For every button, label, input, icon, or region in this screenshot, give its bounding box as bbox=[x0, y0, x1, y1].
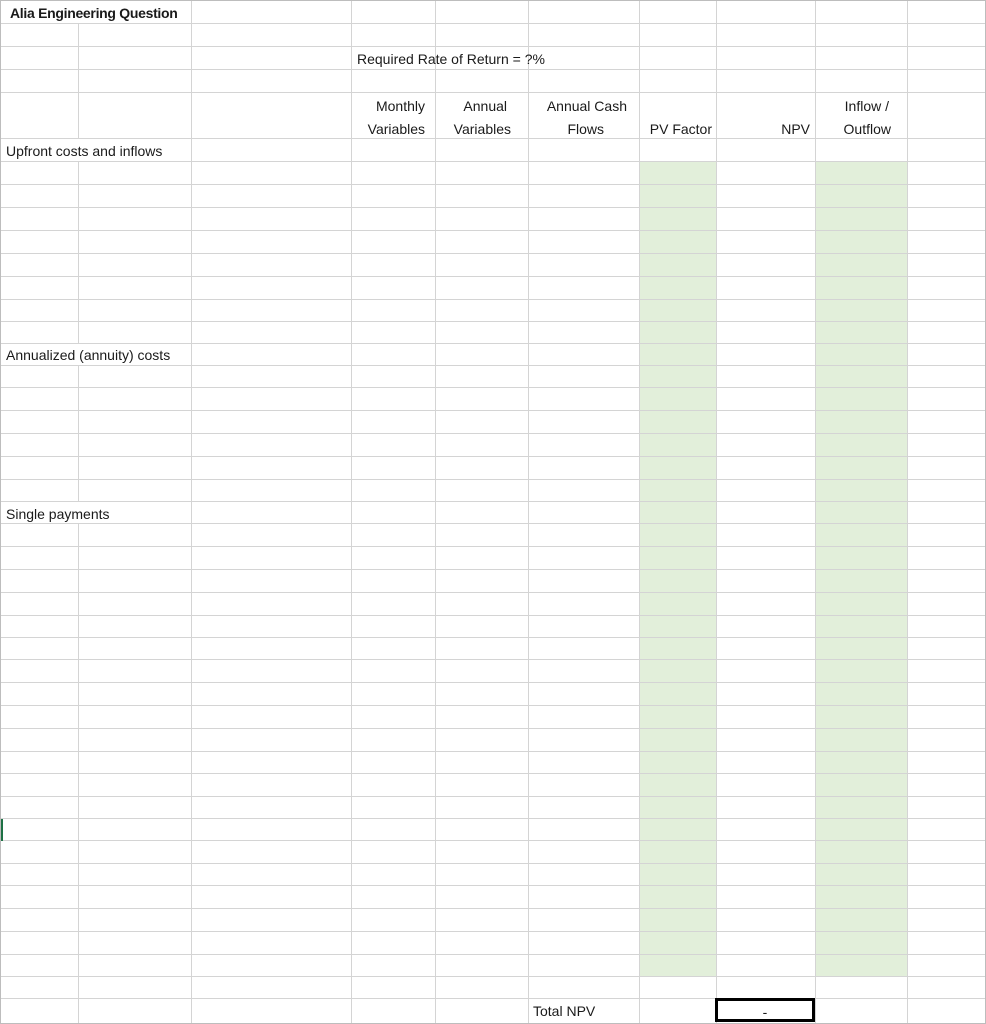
section-upfront-label: Upfront costs and inflows bbox=[6, 143, 163, 159]
header-inflow-line1: Inflow / bbox=[844, 98, 889, 114]
sheet-title: Alia Engineering Question bbox=[10, 5, 178, 21]
header-npv: NPV bbox=[781, 121, 810, 137]
header-inflow-line2: Outflow bbox=[843, 121, 891, 137]
rate-of-return-label: Required Rate of Return = ?% bbox=[357, 51, 545, 67]
header-monthly-line2: Variables bbox=[367, 121, 425, 137]
header-annual-line1: Annual bbox=[463, 98, 507, 114]
header-cash-line2: Flows bbox=[567, 121, 604, 137]
total-npv-label: Total NPV bbox=[533, 1003, 596, 1019]
header-cash-line1: Annual Cash bbox=[546, 98, 627, 114]
header-pv-factor: PV Factor bbox=[649, 121, 712, 137]
section-single-payments-label: Single payments bbox=[6, 506, 110, 522]
total-npv-value: - bbox=[762, 1004, 768, 1020]
header-monthly-line1: Monthly bbox=[375, 98, 425, 114]
section-annualized-label: Annualized (annuity) costs bbox=[6, 347, 171, 363]
header-annual-line2: Variables bbox=[453, 121, 511, 137]
